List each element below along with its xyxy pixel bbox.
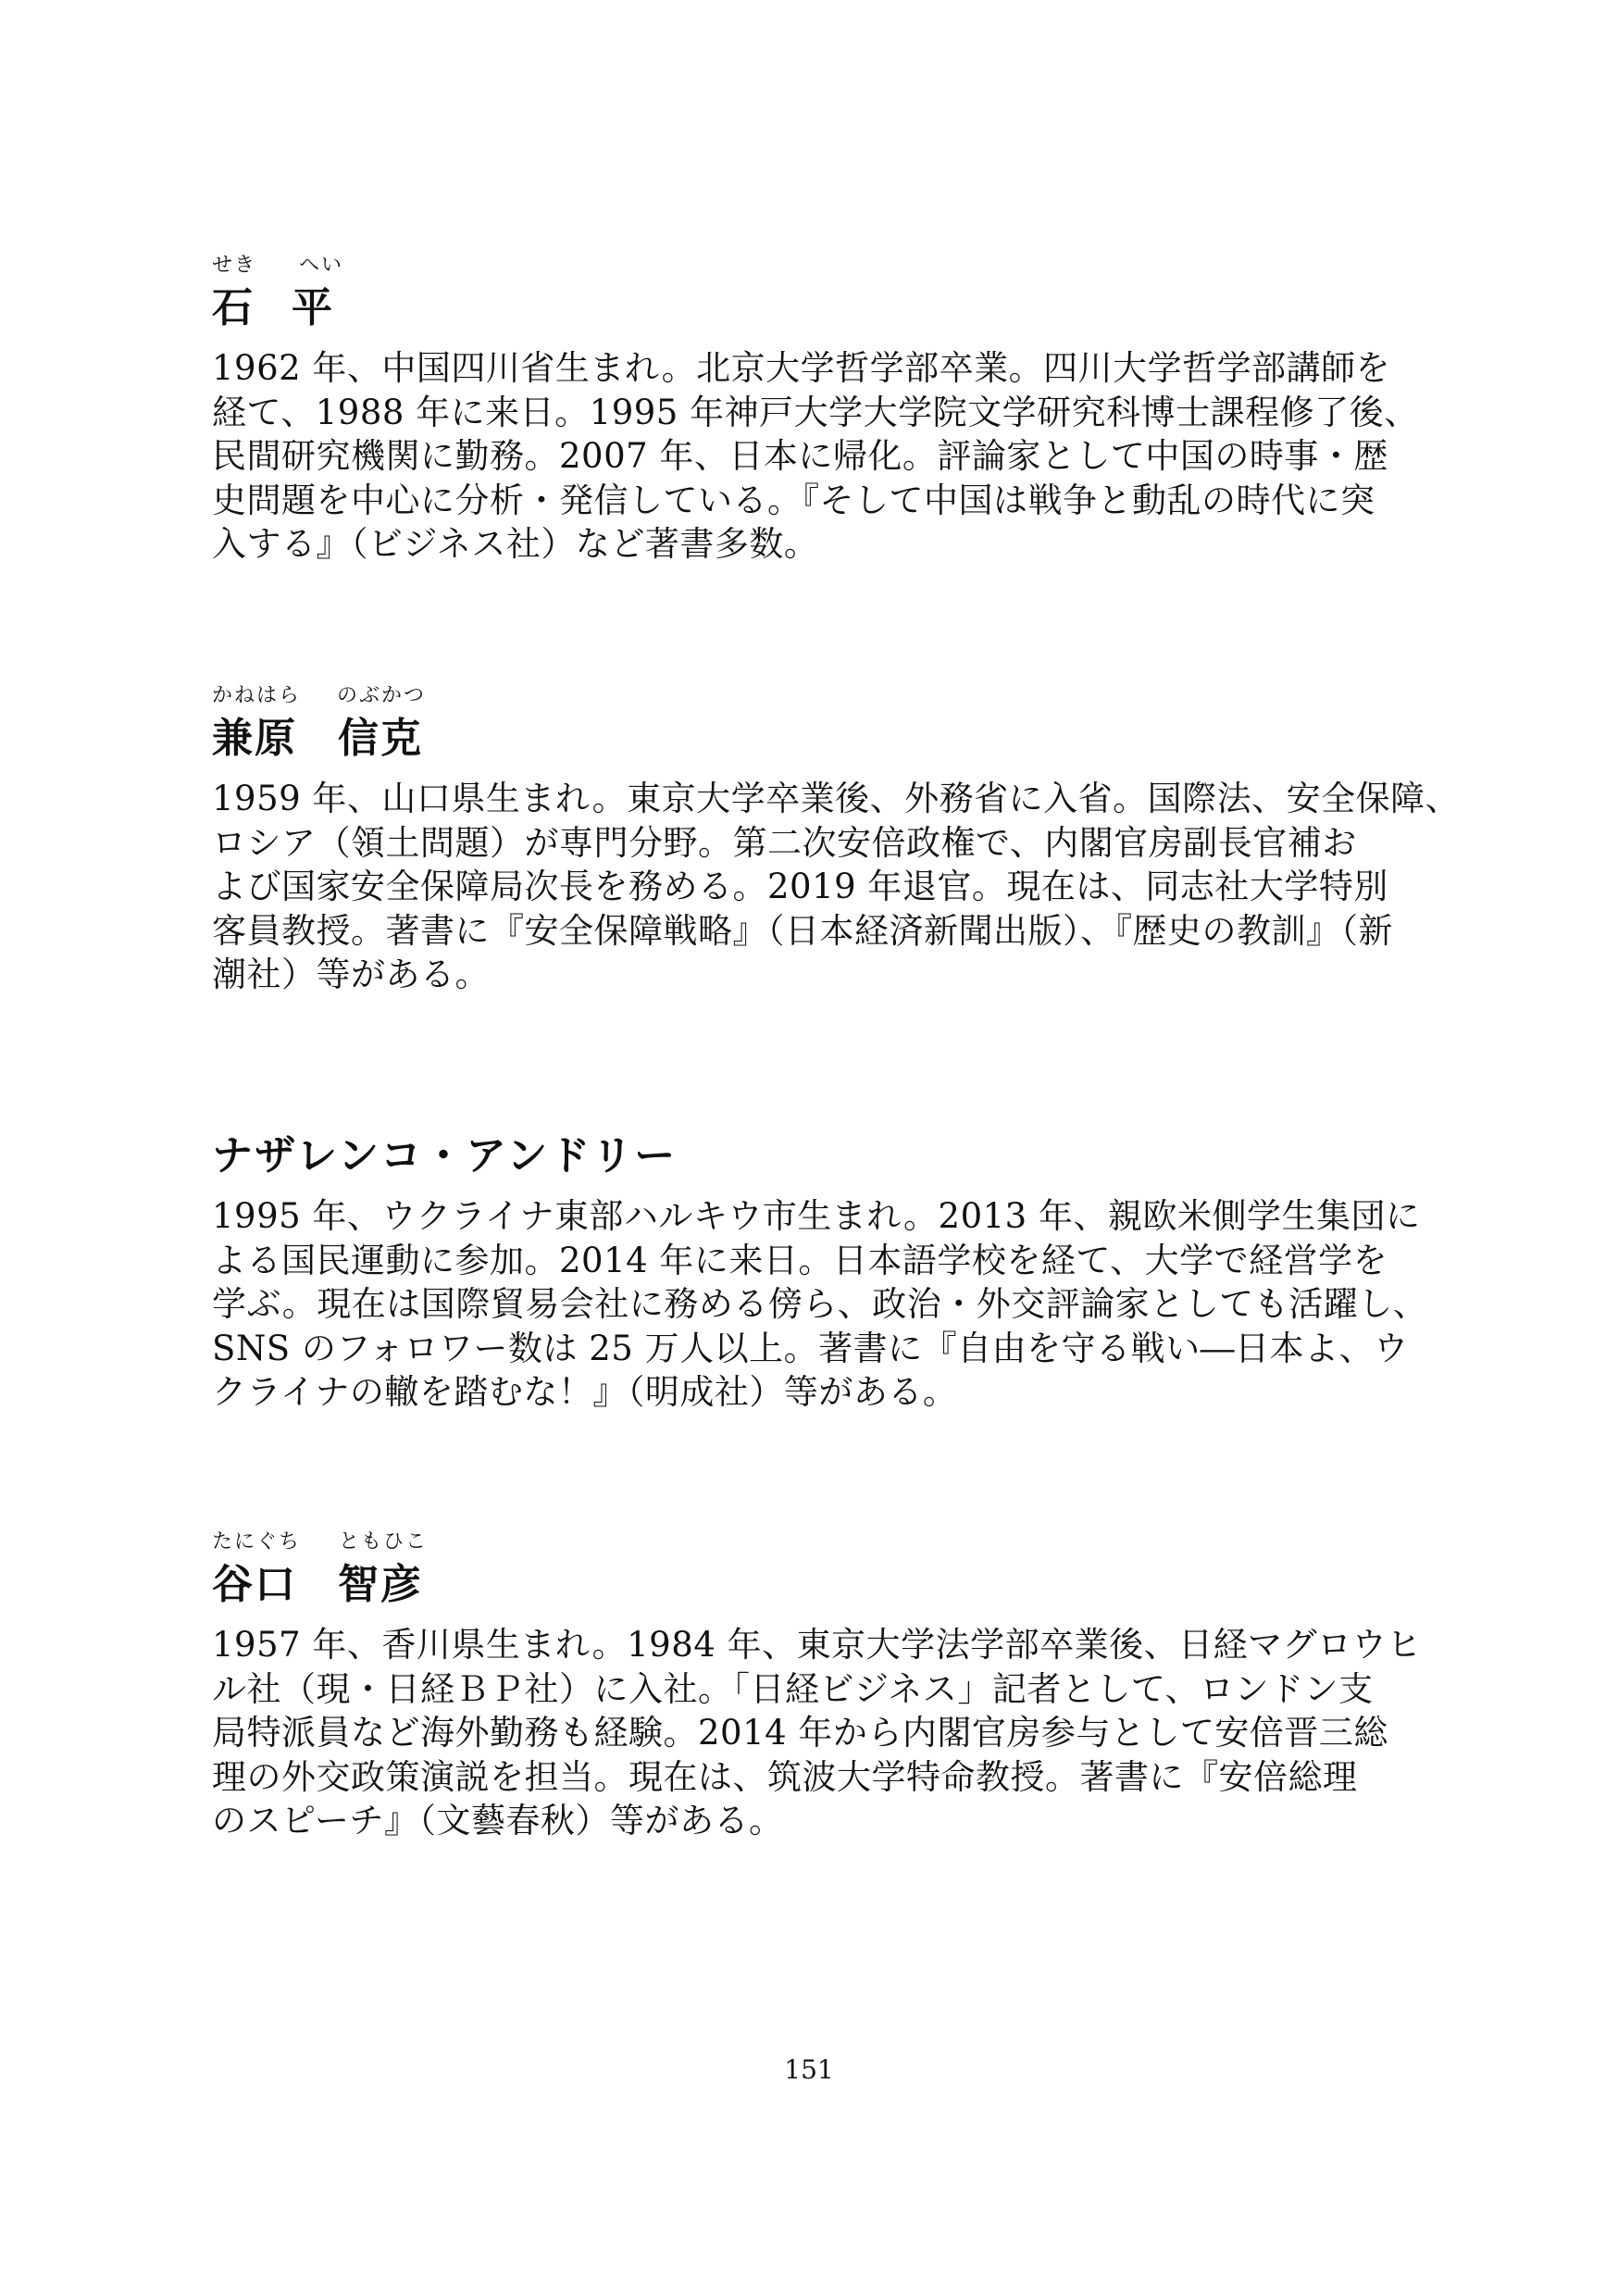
bio-line: ル社（現・日経ＢＰ社）に入社。「日経ビジネス」記者として、ロンドン支 [212,1668,1374,1709]
ruby-family: たにぐち [212,1530,302,1554]
family-name: 谷口 [212,1561,297,1608]
bio-line: 局特派員など海外勤務も経験。2014 年から内閣官房参与として安倍晋三総 [212,1713,1388,1753]
bio-line: ロシア（領土問題）が専門分野。第二次安倍政権で、内閣官房副長官補お [212,822,1357,863]
author-bio [212,777,1461,997]
author-name [212,710,1415,767]
ruby-given: へい [299,254,344,277]
bio-line: 経て、1988 年に来日。1995 年神戸大学大学院文学研究科博士課程修了後、 [212,392,1419,432]
ruby-given: のぶかつ [337,684,427,707]
name-reading [212,1529,1415,1556]
bio-line: 1995 年、ウクライナ東部ハルキウ市生まれ。2013 年、親欧米側学生集団に [212,1196,1421,1236]
author-bio [212,1623,1422,1843]
page-number: 151 [784,2054,834,2085]
name-reading [212,252,1415,280]
bio-line: よる国民運動に参加。2014 年に来日。日本語学校を経て、大学で経営学を [212,1240,1388,1280]
bio-line: よび国家安全保障局次長を務める。2019 年退官。現在は、同志社大学特別 [212,867,1388,906]
author-name [212,1128,1415,1185]
bio-line: 学ぶ。現在は国際貿易会社に務める傍ら、政治・外交評論家としても活躍し、 [212,1284,1428,1324]
author-name [212,280,1415,337]
author-entry-nazarenko-andrii [212,1128,1428,1415]
author-bio [212,1194,1428,1415]
bio-line: 1957 年、香川県生まれ。1984 年、東京大学法学部卒業後、日経マグロウヒ [212,1625,1422,1665]
ruby-given: ともひこ [339,1530,429,1554]
ruby-family: かねはら [212,684,302,707]
family-name: 兼原 [212,715,297,762]
family-name: 石 [212,284,255,331]
bio-line: 潮社）等がある。 [212,955,490,994]
bio-line: のスピーチ』（文藝春秋）等がある。 [212,1801,784,1841]
given-name: 信克 [338,715,423,762]
bio-line: 1959 年、山口県生まれ。東京大学卒業後、外務省に入省。国際法、安全保障、 [212,779,1461,818]
bio-line: 民間研究機関に勤務。2007 年、日本に帰化。評論家として中国の時事・歴 [212,436,1388,476]
author-entry-taniguchi-tomohiko [212,1529,1422,1843]
bio-line: クライナの轍を踏むな！』（明成社）等がある。 [212,1372,958,1412]
author-name [212,1556,1415,1614]
given-name: 平 [292,284,334,331]
author-entry-seki-hei [212,252,1419,567]
given-name: 智彦 [338,1561,423,1608]
bio-line: 1962 年、中国四川省生まれ。北京大学哲学部卒業。四川大学哲学部講師を [212,348,1391,388]
bio-line: 客員教授。著書に『安全保障戦略』（日本経済新聞出版）、『歴史の教訓』（新 [212,910,1393,951]
name-reading [212,682,1415,710]
author-bio [212,346,1419,567]
ruby-family: せき [212,254,257,277]
bio-line: 理の外交政策演説を担当。現在は、筑波大学特命教授。著書に『安倍総理 [212,1756,1358,1797]
bio-line: SNS のフォロワー数は 25 万人以上。著書に『自由を守る戦い―日本よ、ウ [212,1328,1409,1368]
author-entry-kanehara-nobukatsu [212,682,1461,997]
bio-line: 入する』（ビジネス社）など著書多数。 [212,524,819,564]
bio-line: 史問題を中心に分析・発信している。『そして中国は戦争と動乱の時代に突 [212,480,1375,520]
full-name: ナザレンコ・アンドリー [212,1132,678,1179]
